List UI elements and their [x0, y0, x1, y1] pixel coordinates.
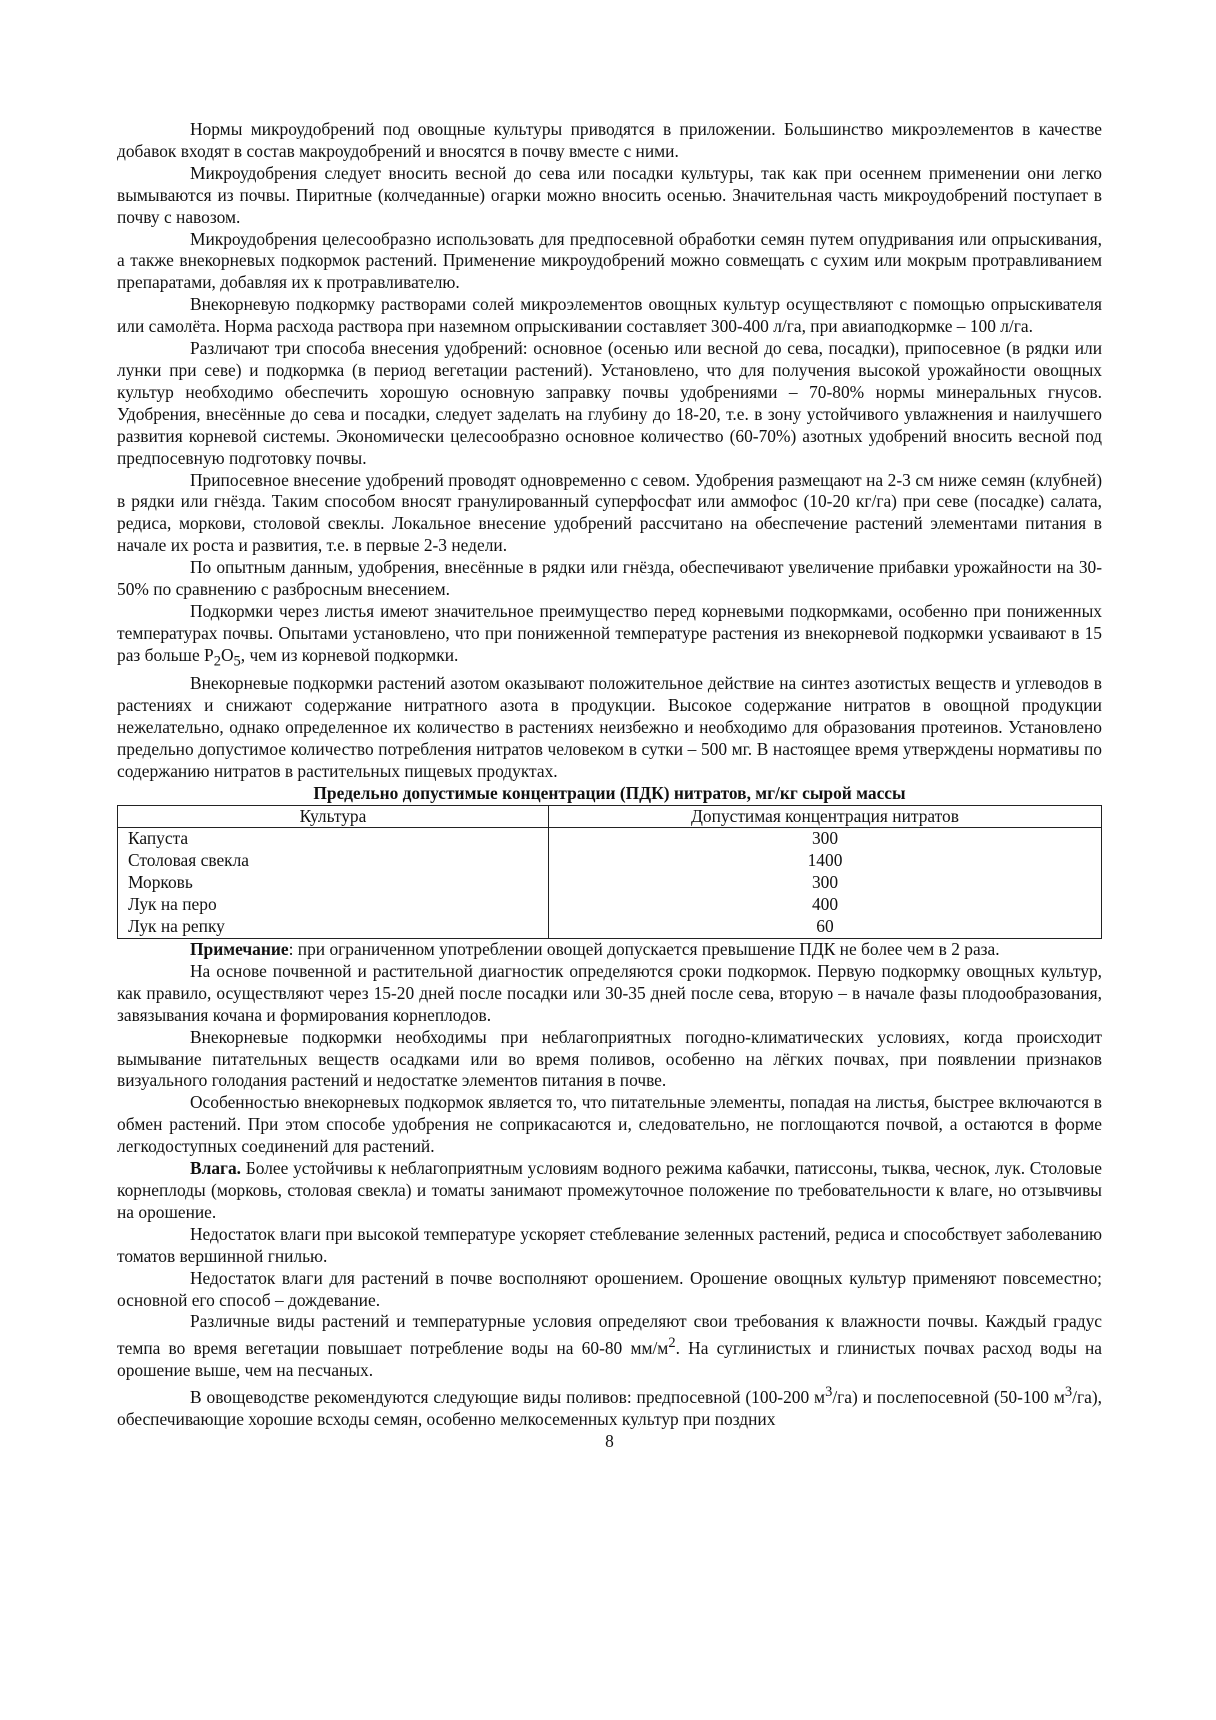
- table-row: [118, 850, 1102, 872]
- table-title: Предельно допустимые концентрации (ПДК) нитратов, мг/кг сырой массы: [313, 782, 906, 803]
- paragraph: Внекорневые подкормки необходимы при неблагоприятных погодно-климатических условиях, когда происходит вымывание питательных веществ осадками или во время поливов, особенно на лёгких почвах, при появлении признаков визуального голодания растений и недостатке элементов питания в почве.: [117, 1026, 1102, 1091]
- table-cell: Столовая свекла: [118, 850, 549, 872]
- column-header: Допустимая концентрация нитратов: [549, 805, 1102, 828]
- table-cell: Морковь: [118, 872, 549, 894]
- table-cell: Лук на репку: [118, 916, 549, 938]
- paragraph: Недостаток влаги при высокой температуре ускоряет стеблевание зеленных растений, редиса и способствует заболеванию томатов вершинной гнилью.: [117, 1223, 1102, 1266]
- table-cell: Лук на перо: [118, 894, 549, 916]
- text-run: /га), обеспечивающие хорошие всходы семян, особенно мелкосеменных культур при поздних: [117, 1386, 1102, 1429]
- table-cell: 300: [549, 828, 1102, 850]
- paragraph: [117, 1158, 1102, 1224]
- text-run: , чем из корневой подкормки.: [240, 644, 459, 665]
- superscript: 2: [668, 1335, 676, 1352]
- note-text: : при ограниченном употреблении овощей допускается превышение ПДК не более чем в 2 раза.: [288, 939, 1000, 959]
- note-label: Примечание: [190, 939, 289, 959]
- table-cell: 400: [549, 894, 1102, 916]
- table-cell: 300: [549, 872, 1102, 894]
- superscript: 3: [825, 1383, 833, 1400]
- paragraph: [117, 601, 1102, 673]
- table-cell: 60: [549, 916, 1102, 938]
- paragraph: Микроудобрения целесообразно использовать для предпосевной обработки семян путем опудривания или опрыскивания, а также внекорневых подкормок растений. Применение микроудобрений можно совмещать с сухим или мокрым протравливанием препаратами, добавляя их к протравливателю.: [117, 228, 1102, 293]
- paragraph: На основе почвенной и растительной диагностик определяются сроки подкормок. Первую подкормку овощных культур, как правило, осуществляют через 15-20 дней после посадки или 30-35 дней после сева, вторую – в начале фазы плодообразования, завязывания кочана и формирования корнеплодов.: [117, 960, 1102, 1025]
- subscript: 5: [233, 653, 241, 670]
- text-run: Подкормки через листья имеют значительное преимущество перед корневыми подкормками, особенно при пониженных температурах почвы. Опытами установлено, что при пониженной температуре растения из внекорневой подкормки усваивают в 15 раз больше P: [117, 600, 1102, 665]
- paragraph: [117, 1311, 1102, 1382]
- document-body: [117, 119, 1102, 1452]
- paragraph: Припосевное внесение удобрений проводят одновременно с севом. Удобрения размещают на 2-3 см ниже семян (клубней) в рядки или гнёзда. Таким способом вносят гранулированный суперфосфат или аммофос (10-20 кг/га) при севе (посадке) салата, редиса, моркови, столовой свеклы. Локальное внесение удобрений рассчитано на обеспечение растений элементами питания в начале их роста и развития, т.е. в первые 2-3 недели.: [117, 469, 1102, 556]
- text-run: Различные виды растений и температурные условия определяют свои требования к влажности почвы. Каждый градус темпа во время вегетации повышает потребление воды на 60-80 мм/м: [117, 1311, 1102, 1359]
- table-cell: Капуста: [118, 828, 549, 850]
- subscript: 2: [213, 653, 221, 670]
- paragraph: [117, 1382, 1102, 1431]
- paragraph: Особенностью внекорневых подкормок является то, что питательные элементы, попадая на листья, быстрее включаются в обмен растений. При этом способе удобрения не соприкасаются и, следовательно, не поглощаются почвой, а остаются в форме легкодоступных соединений для растений.: [117, 1092, 1102, 1157]
- text-run: O: [220, 644, 234, 665]
- table-row: [118, 894, 1102, 916]
- section-label: Влага.: [190, 1158, 241, 1179]
- paragraph: Нормы микроудобрений под овощные культуры приводятся в приложении. Большинство микроэлементов в качестве добавок входят в состав макроудобрений и вносятся в почву вместе с ними.: [117, 119, 1102, 161]
- table-cell: 1400: [549, 850, 1102, 872]
- table-row: [118, 872, 1102, 894]
- paragraph: Различают три способа внесения удобрений: основное (осенью или весной до сева, посадки), припосевное (в рядки или лунки при севе) и подкормка (в период вегетации растений). Установлено, что для получения высокой урожайности овощных культур необходимо обеспечить хорошую основную заправку почвы удобрениями – 70-80% нормы минеральных гнусов. Удобрения, внесённые до сева и посадки, следует заделать на глубину до 18-20, т.е. в зону устойчивого увлажнения и наилучшего развития корневой системы. Экономически целесообразно основное количество (60-70%) азотных удобрений вносить весной под предпосевную подготовку почвы.: [117, 338, 1102, 468]
- paragraph: Недостаток влаги для растений в почве восполняют орошением. Орошение овощных культур применяют повсеместно; основной его способ – дождевание.: [117, 1267, 1102, 1310]
- text-run: В овощеводстве рекомендуются следующие виды поливов: предпосевной (100-200 м: [190, 1386, 826, 1407]
- superscript: 3: [1064, 1383, 1073, 1400]
- paragraph: Внекорневую подкормку растворами солей микроэлементов овощных культур осуществляют с помощью опрыскивателя или самолёта. Норма расхода раствора при наземном опрыскивании составляет 300-400 л/га, при авиаподкормке – 100 л/га.: [117, 294, 1102, 337]
- note-paragraph: [117, 939, 1102, 961]
- paragraph: Внекорневые подкормки растений азотом оказывают положительное действие на синтез азотистых веществ и углеводов в растениях и снижают содержание нитратного азота в продукции. Высокое содержание нитратов в овощной продукции нежелательно, однако определенное их количество в растениях неизбежно и необходимо для образования протеинов. Установлено предельно допустимое количество потребления нитратов человеком в сутки – 500 мг. В настоящее время утверждены нормативы по содержанию нитратов в растительных пищевых продуктах.: [117, 673, 1102, 781]
- page-number: 8: [605, 1430, 614, 1451]
- text-run: Более устойчивы к неблагоприятным условиям водного режима кабачки, патиссоны, тыква, чеснок, лук. Столовые корнеплоды (морковь, столовая свекла) и томаты занимают промежуточное положение по требовательности к влаге, но отзывчивы на орошение.: [117, 1158, 1102, 1222]
- column-header: Культура: [118, 805, 549, 828]
- table-header-row: [118, 805, 1102, 828]
- text-run: . На суглинистых и глинистых почвах расход воды на орошение выше, чем на песчаных.: [117, 1338, 1103, 1381]
- paragraph: По опытным данным, удобрения, внесённые в рядки или гнёзда, обеспечивают увеличение прибавки урожайности на 30-50% по сравнению с разбросным внесением.: [117, 557, 1102, 600]
- table-row: [118, 916, 1102, 938]
- paragraph: Микроудобрения следует вносить весной до сева или посадки культуры, так как при осеннем применении они легко вымываются из почвы. Пиритные (колчеданные) огарки можно вносить осенью. Значительная часть микроудобрений поступает в почву с навозом.: [117, 162, 1102, 227]
- nitrate-table: [117, 805, 1102, 939]
- text-run: /га) и послепосевной (50-100 м: [832, 1386, 1065, 1407]
- table-row: [118, 828, 1102, 850]
